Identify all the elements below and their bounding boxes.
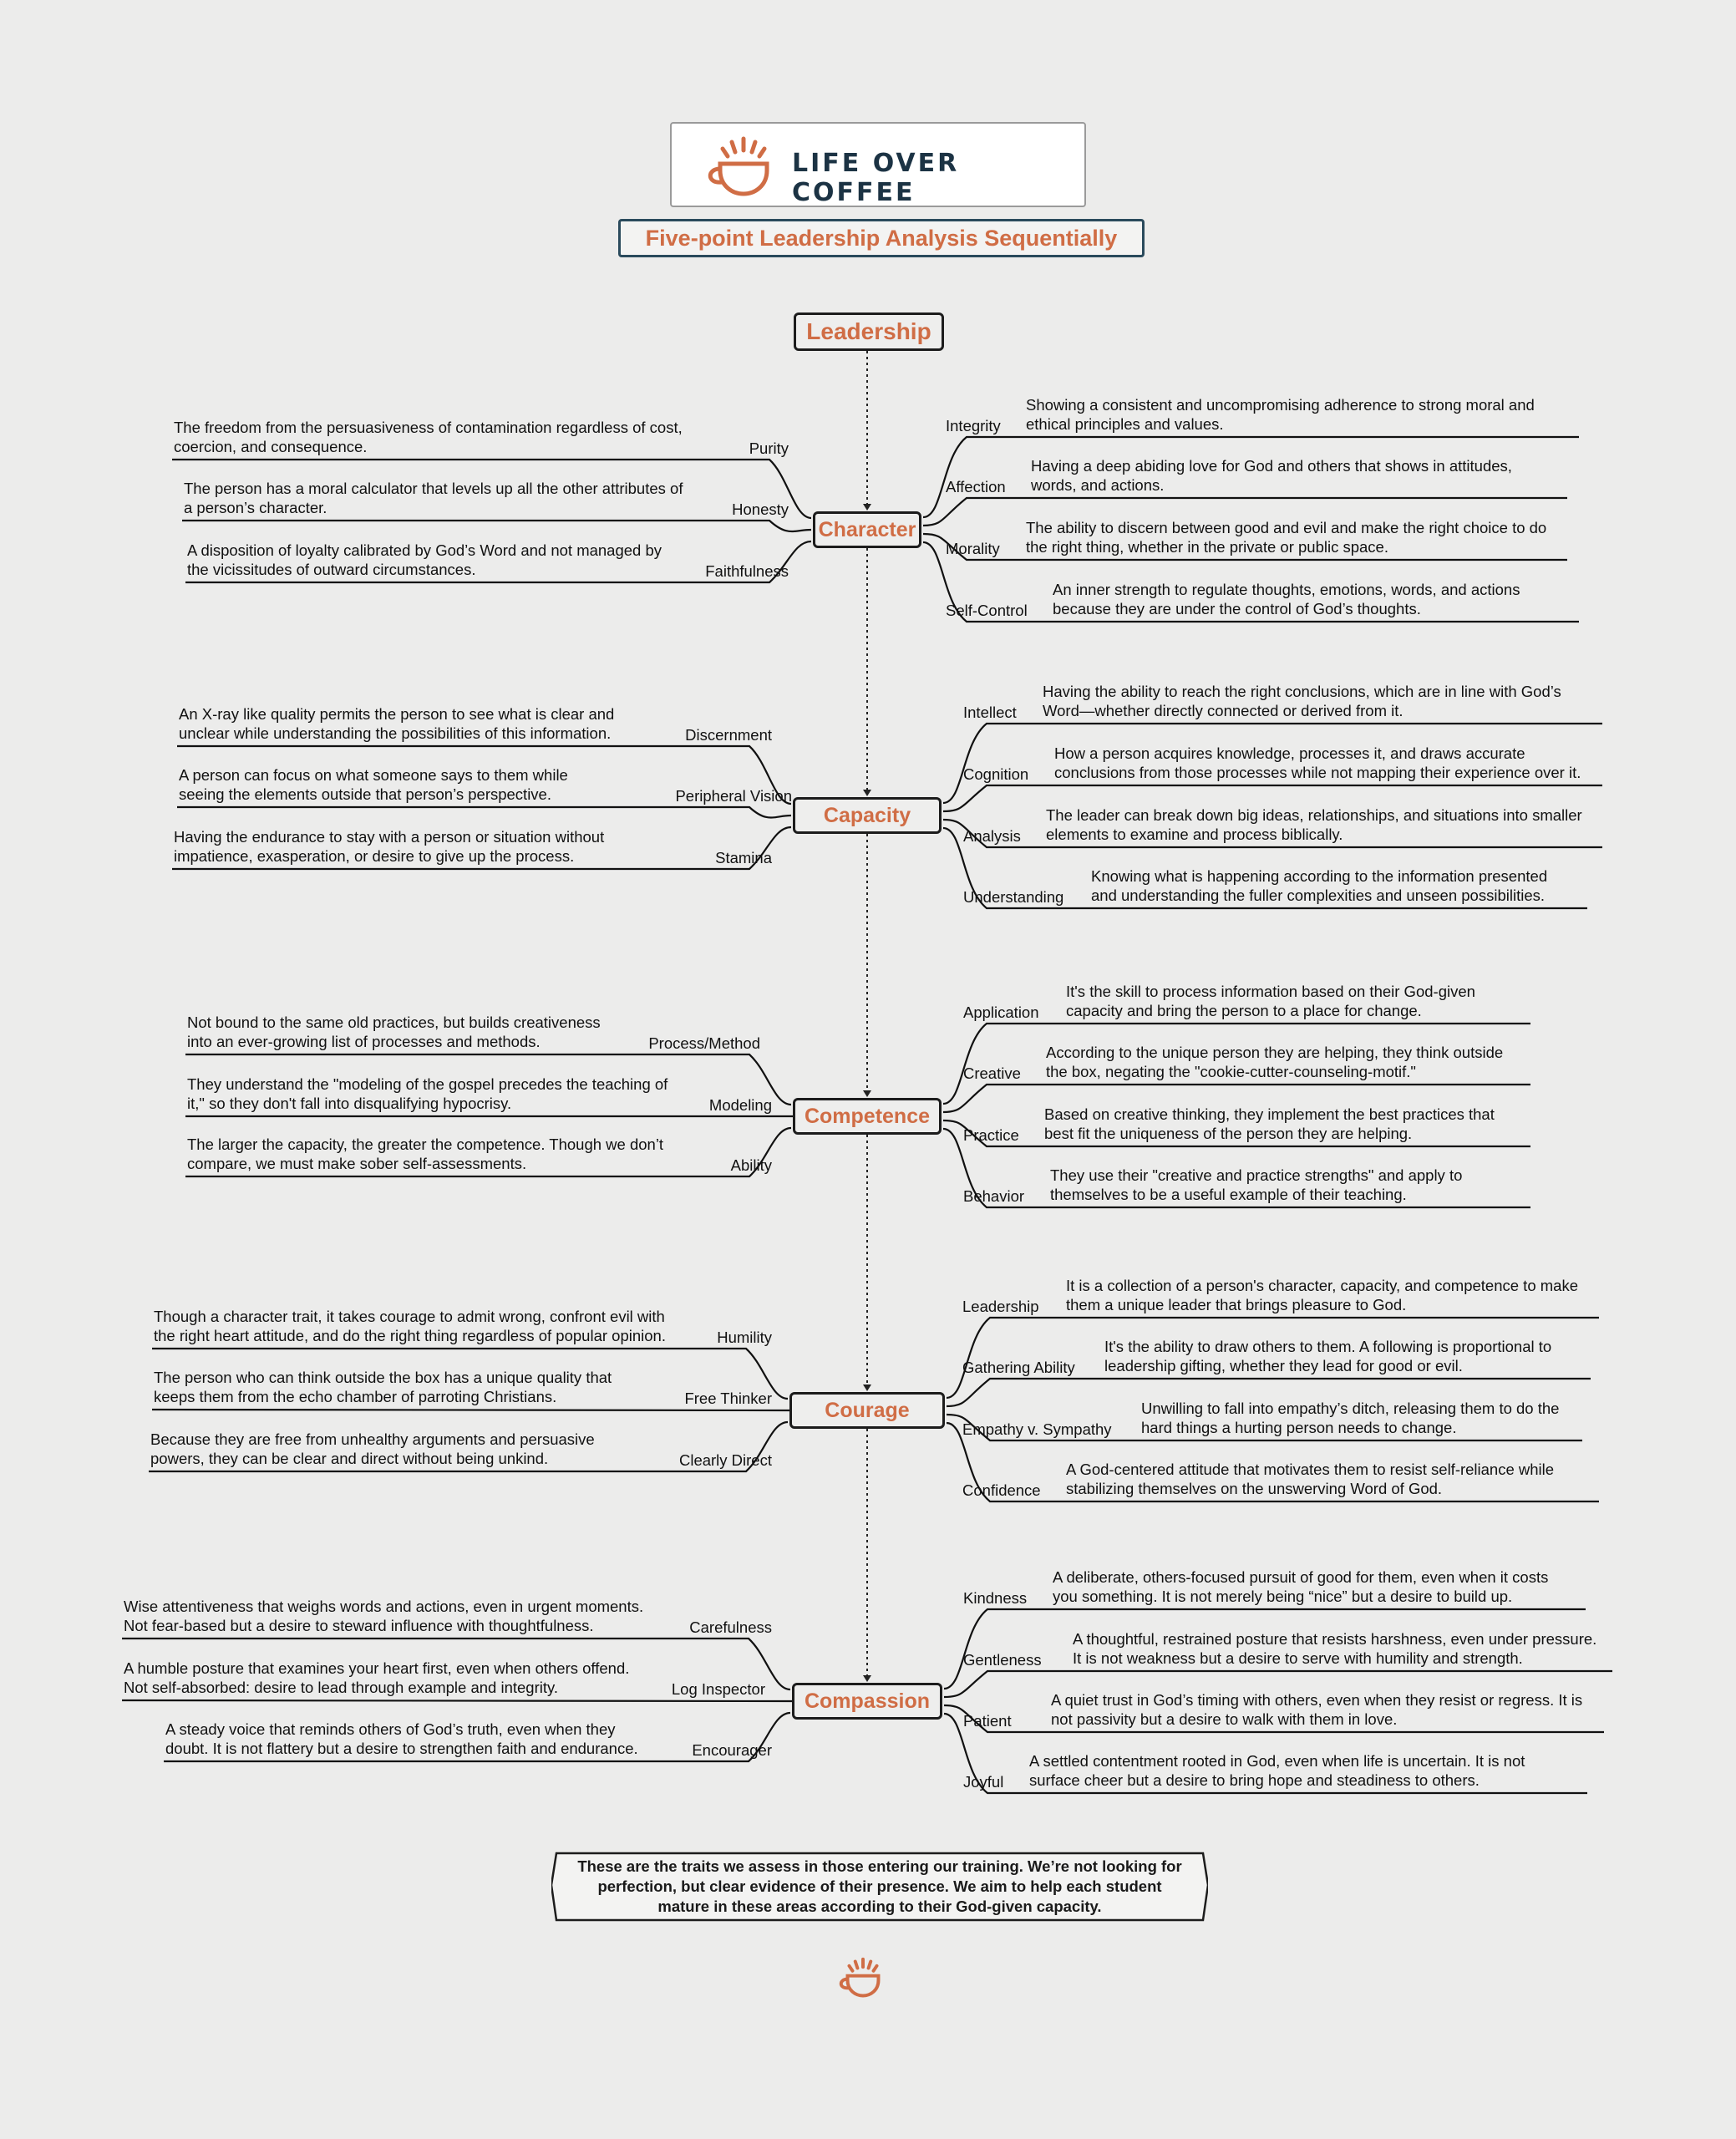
branch-description-line: seeing the elements outside that person’s perspective. (179, 785, 551, 803)
branch-description-line: themselves to be a useful example of their teaching. (1050, 1186, 1407, 1203)
branch-description-line: A humble posture that examines your heart first, even when others offend. (124, 1659, 630, 1677)
arrowhead-icon (863, 1090, 871, 1097)
node-capacity: Capacity (793, 797, 942, 834)
branch-description-line: Having the ability to reach the right conclusions, which are in line with God’s (1043, 683, 1561, 700)
branch-description-line: compare, we must make sober self-assessments. (187, 1155, 527, 1172)
branch-label-clearly-direct: Clearly Direct (678, 1451, 772, 1469)
node-courage: Courage (789, 1392, 945, 1429)
branch-label-encourager: Encourager (692, 1741, 772, 1759)
branch-description-line: Wise attentiveness that weighs words and actions, even in urgent moments. (124, 1598, 644, 1615)
branch-description-line: capacity and bring the person to a place for change. (1066, 1002, 1422, 1019)
branch-label-confidence: Confidence (962, 1481, 1041, 1499)
branch-description-line: They understand the "modeling of the gospel precedes the teaching of (187, 1075, 668, 1093)
branch-description-line: the right heart attitude, and do the right thing regardless of popular opinion. (154, 1327, 666, 1344)
branch-label-log-inspector: Log Inspector (671, 1680, 765, 1698)
branch-description-line: The person who can think outside the box has a unique quality that (154, 1369, 612, 1386)
branch-description-line: Having the endurance to stay with a person or situation without (174, 828, 605, 846)
branch-label-peripheral-vision: Peripheral Vision (675, 787, 792, 805)
footer-coffee-cup-icon (835, 1955, 891, 2002)
branch-description-line: Not bound to the same old practices, but builds creativeness (187, 1014, 601, 1031)
branch-description-line: A steady voice that reminds others of God’s truth, even when they (165, 1720, 616, 1738)
branch-label-carefulness: Carefulness (689, 1618, 772, 1636)
branch-label-kindness: Kindness (963, 1589, 1028, 1607)
branch-description-line: Unwilling to fall into empathy’s ditch, releasing them to do the (1141, 1400, 1560, 1417)
brand-name: LIFE OVER COFFEE (792, 149, 960, 207)
branch-description-line: An inner strength to regulate thoughts, emotions, words, and actions (1053, 581, 1520, 598)
branch-description-line: A person can focus on what someone says to them while (179, 766, 568, 784)
branch-label-ability: Ability (730, 1156, 772, 1174)
arrowhead-icon (863, 504, 871, 511)
branch-connector-honesty (182, 521, 811, 531)
branch-label-stamina: Stamina (715, 849, 772, 866)
branch-label-self-control: Self-Control (946, 602, 1028, 619)
branch-description-line: It's the skill to process information based on their God-given (1066, 983, 1475, 1000)
branch-label-application: Application (963, 1003, 1039, 1021)
branch-label-honesty: Honesty (732, 500, 789, 518)
node-competence: Competence (793, 1098, 942, 1135)
branch-label-empathy-v-sympathy: Empathy v. Sympathy (962, 1420, 1112, 1438)
branch-description-line: A God-centered attitude that motivates them to resist self-reliance while (1066, 1461, 1555, 1478)
branch-description-line: a person’s character. (184, 499, 327, 516)
branch-connector-peripheral-vision (177, 807, 791, 818)
branch-label-integrity: Integrity (946, 417, 1001, 434)
branch-description-line: Because they are free from unhealthy arguments and persuasive (150, 1430, 595, 1448)
footer-note: These are the traits we assess in those entering our training. We’re not looking for perfection, but clear evidence of their presence. We aim to help each student mature in these areas according to their God-given capacity. (577, 1857, 1182, 1915)
page-subtitle: Five-point Leadership Analysis Sequentially (618, 219, 1145, 257)
branch-label-process-method: Process/Method (648, 1034, 760, 1052)
branch-label-gathering-ability: Gathering Ability (962, 1359, 1075, 1376)
branch-label-intellect: Intellect (963, 704, 1017, 721)
branch-description-line: How a person acquires knowledge, processes it, and draws accurate (1054, 744, 1525, 762)
branch-description-line: Though a character trait, it takes courage to admit wrong, confront evil with (154, 1308, 665, 1325)
branch-description-line: and understanding the fuller complexities and unseen possibilities. (1091, 887, 1546, 904)
branch-description-line: It is a collection of a person's character, capacity, and competence to make (1066, 1277, 1578, 1294)
branch-description-line: The person has a moral calculator that levels up all the other attributes of (184, 480, 683, 497)
branch-description-line: A thoughtful, restrained posture that resists harshness, even under pressure. (1073, 1630, 1597, 1648)
branch-description-line: Showing a consistent and uncompromising adherence to strong moral and (1026, 396, 1535, 414)
branch-label-practice: Practice (963, 1126, 1019, 1144)
branch-description-line: The freedom from the persuasiveness of contamination regardless of cost, (174, 419, 683, 436)
branch-description-line: into an ever-growing list of processes and methods. (187, 1033, 541, 1050)
branch-label-leadership: Leadership (962, 1298, 1039, 1315)
branch-description-line: not passivity but a desire to walk with them in love. (1051, 1710, 1398, 1728)
branch-description-line: Based on creative thinking, they implement the best practices that (1044, 1105, 1495, 1123)
branch-description-line: The ability to discern between good and evil and make the right choice to do (1026, 519, 1547, 536)
node-leadership: Leadership (794, 312, 944, 351)
branch-description-line: powers, they can be clear and direct without being unkind. (150, 1450, 549, 1467)
branch-description-line: the box, negating the "cookie-cutter-counseling-motif." (1046, 1063, 1416, 1080)
branch-description-line: A deliberate, others-focused pursuit of good for them, even when it costs (1053, 1568, 1549, 1586)
branch-description-line: you something. It is not merely being “nice” but a desire to build up. (1053, 1588, 1513, 1605)
branch-description-line: The larger the capacity, the greater the competence. Though we don’t (187, 1136, 664, 1153)
branch-description-line: It is not weakness but a desire to serve with humility and strength. (1073, 1649, 1523, 1667)
branch-label-behavior: Behavior (963, 1187, 1025, 1205)
branch-label-faithfulness: Faithfulness (705, 562, 789, 580)
branch-label-understanding: Understanding (963, 888, 1064, 906)
branch-description-line: The leader can break down big ideas, relationships, and situations into smaller (1046, 806, 1582, 824)
branch-description-line: hard things a hurting person needs to change. (1141, 1419, 1457, 1436)
branch-label-joyful: Joyful (963, 1773, 1004, 1791)
arrowhead-icon (863, 790, 871, 796)
branch-description-line: Not fear-based but a desire to steward influence with thoughtfulness. (124, 1617, 594, 1634)
branch-description-line: them a unique leader that brings pleasure to God. (1066, 1296, 1407, 1313)
branch-label-affection: Affection (946, 478, 1006, 495)
branch-description-line: it," so they don't fall into disqualifying hypocrisy. (187, 1095, 512, 1112)
branch-description-line: conclusions from those processes while not mapping their experience over it. (1054, 764, 1581, 781)
branch-description-line: It's the ability to draw others to them. A following is proportional to (1104, 1338, 1552, 1355)
branch-label-morality: Morality (946, 540, 1000, 557)
branch-label-purity: Purity (749, 439, 789, 457)
branch-description-line: According to the unique person they are helping, they think outside (1046, 1044, 1504, 1061)
branch-description-line: They use their "creative and practice strengths" and apply to (1050, 1166, 1463, 1184)
arrowhead-icon (863, 1385, 871, 1391)
branch-connector-integrity (923, 437, 1579, 517)
node-character: Character (813, 511, 921, 548)
branch-label-free-thinker: Free Thinker (684, 1390, 772, 1407)
branch-connector-log-inspector (122, 1700, 792, 1701)
branch-description-line: words, and actions. (1031, 476, 1165, 494)
branch-description-line: leadership gifting, whether they lead for good or evil. (1104, 1357, 1463, 1374)
branch-description-line: A quiet trust in God’s timing with others, even when they resist or regress. It is (1051, 1691, 1583, 1709)
node-compassion: Compassion (792, 1683, 942, 1720)
branch-description-line: A settled contentment rooted in God, even when life is uncertain. It is not (1029, 1752, 1525, 1770)
branch-description-line: Having a deep abiding love for God and others that shows in attitudes, (1031, 457, 1512, 475)
branch-description-line: impatience, exasperation, or desire to give up the process. (174, 847, 575, 865)
branch-description-line: surface cheer but a desire to bring hope and steadiness to others. (1029, 1771, 1480, 1789)
branch-description-line: Knowing what is happening according to the information presented (1091, 867, 1548, 885)
branch-description-line: because they are under the control of God’s thoughts. (1053, 600, 1421, 617)
branch-label-modeling: Modeling (708, 1096, 772, 1114)
branch-label-gentleness: Gentleness (963, 1651, 1042, 1669)
branch-label-humility: Humility (717, 1329, 772, 1346)
branch-description-line: the right thing, whether in the private or public space. (1026, 538, 1388, 556)
branch-description-line: Not self-absorbed: desire to lead through example and integrity. (124, 1679, 559, 1696)
branch-description-line: doubt. It is not flattery but a desire to strengthen faith and endurance. (165, 1740, 638, 1757)
branch-description-line: elements to examine and process biblically. (1046, 826, 1343, 843)
branch-description-line: Word—whether directly connected or derived from it. (1043, 702, 1404, 719)
branch-description-line: stabilizing themselves on the unswerving Word of God. (1066, 1480, 1443, 1497)
arrowhead-icon (863, 1675, 871, 1682)
branch-description-line: An X-ray like quality permits the person to see what is clear and (179, 705, 615, 723)
branch-label-cognition: Cognition (963, 765, 1029, 783)
branch-description-line: coercion, and consequence. (174, 438, 368, 455)
branch-description-line: unclear while understanding the possibilities of this information. (179, 724, 612, 742)
branch-label-patient: Patient (963, 1712, 1012, 1730)
branch-label-creative: Creative (963, 1064, 1021, 1082)
branch-description-line: the vicissitudes of outward circumstances. (187, 561, 476, 578)
branch-description-line: ethical principles and values. (1026, 415, 1224, 433)
branch-description-line: A disposition of loyalty calibrated by God’s Word and not managed by (187, 541, 662, 559)
branch-description-line: best fit the uniqueness of the person they are helping. (1044, 1125, 1413, 1142)
branch-label-discernment: Discernment (685, 726, 772, 744)
branch-label-analysis: Analysis (963, 827, 1021, 845)
branch-description-line: keeps them from the echo chamber of parroting Christians. (154, 1388, 557, 1405)
